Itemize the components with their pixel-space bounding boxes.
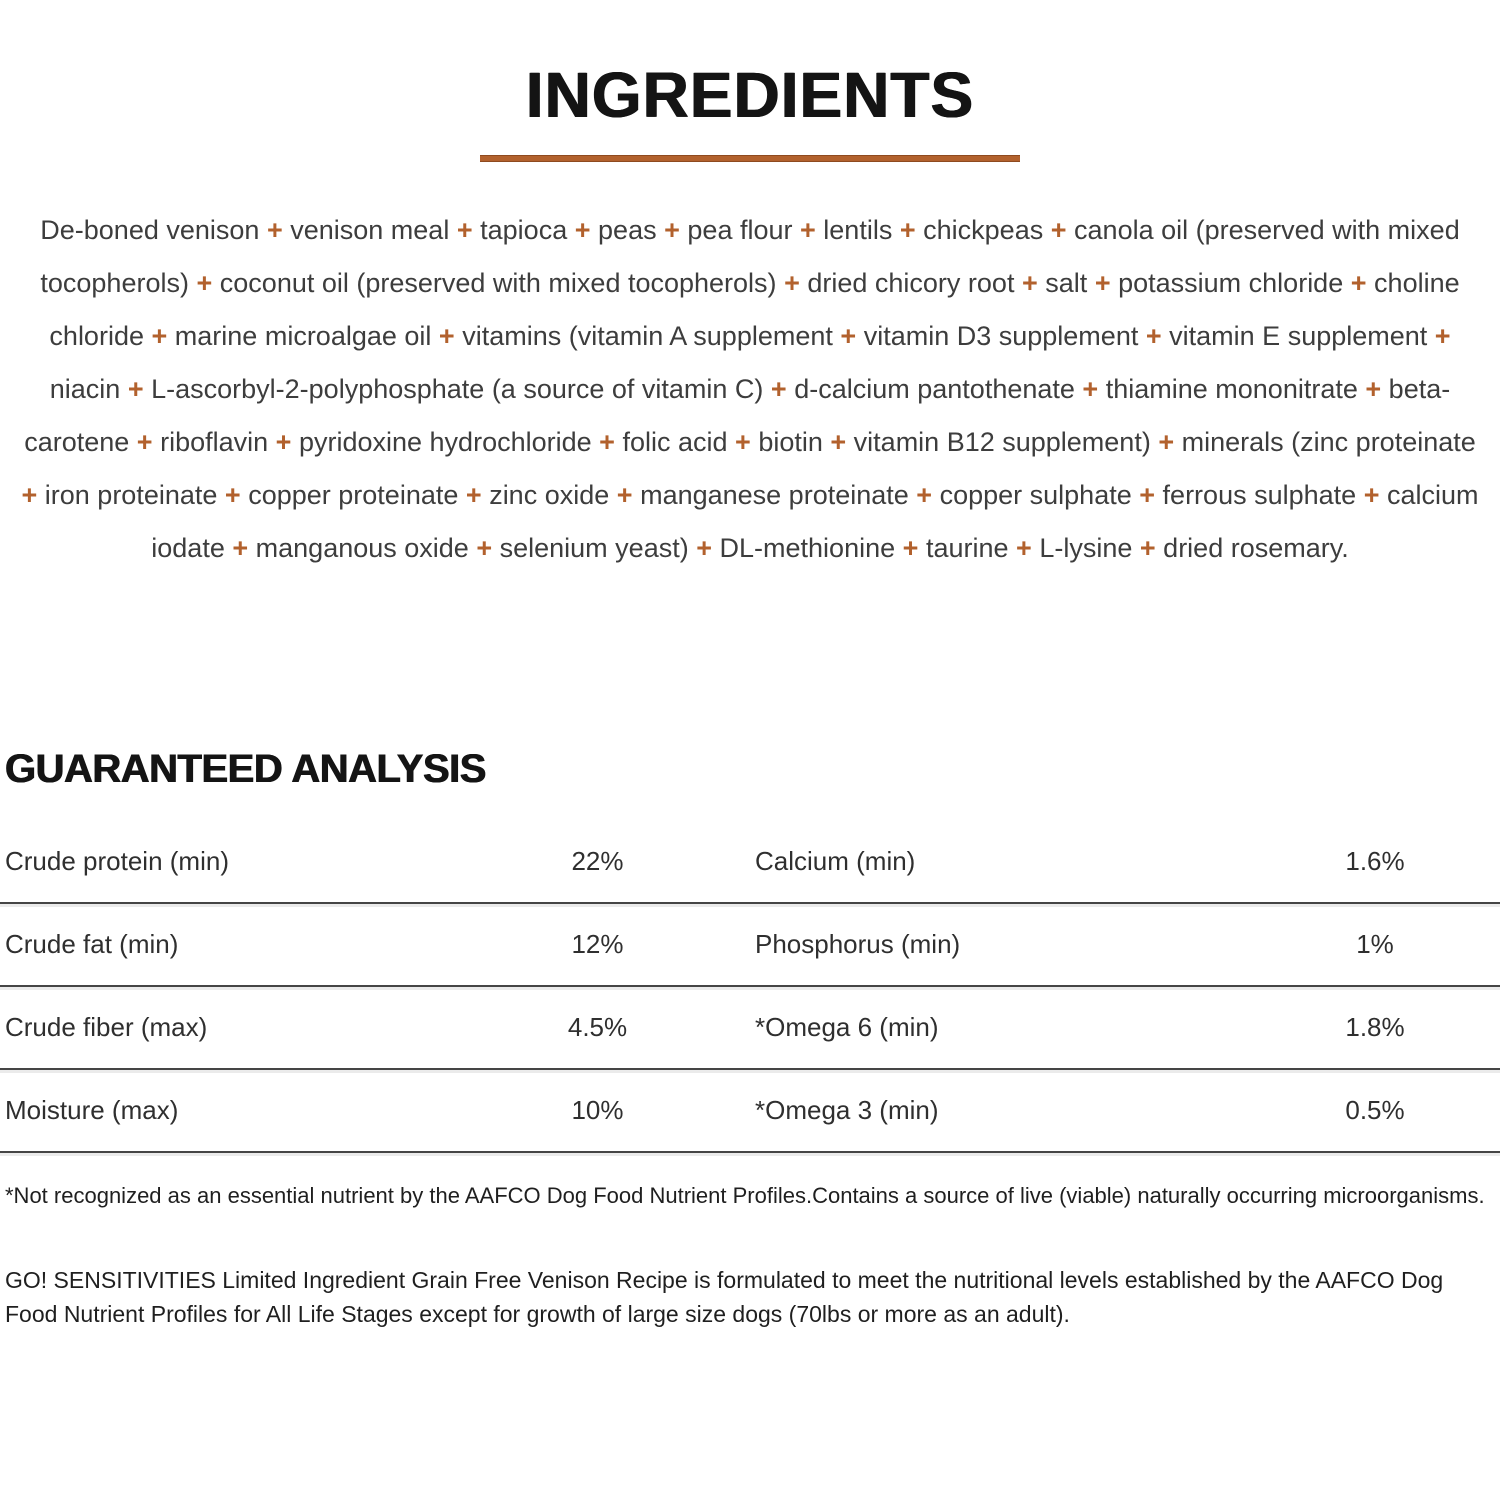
plus-separator-icon: +	[465, 480, 482, 510]
plus-separator-icon: +	[830, 427, 847, 457]
accent-underline	[480, 155, 1020, 162]
nutrient-label: Moisture (max)	[5, 1095, 179, 1125]
ingredient-item: thiamine mononitrate	[1105, 374, 1358, 404]
nutrient-value: 1.6%	[1345, 846, 1405, 876]
plus-separator-icon: +	[1145, 321, 1162, 351]
ingredient-item: riboflavin	[160, 427, 269, 457]
ingredient-item: iron proteinate	[44, 480, 218, 510]
plus-separator-icon: +	[1094, 268, 1111, 298]
plus-separator-icon: +	[456, 215, 473, 245]
nutrient-label: Crude fiber (max)	[5, 1012, 208, 1042]
formulation-statement: GO! SENSITIVITIES Limited Ingredient Grain Free Venison Recipe is formulated to meet the nutritional levels established by the AAFCO Dog Food Nutrient Profiles for All Life Stages except for growth of large size dogs (70lbs or more as an adult).	[5, 1267, 1444, 1327]
plus-separator-icon: +	[1434, 321, 1451, 351]
ingredient-item: folic acid	[622, 427, 728, 457]
plus-separator-icon: +	[916, 480, 933, 510]
plus-separator-icon: +	[800, 215, 816, 245]
plus-separator-icon: +	[784, 268, 800, 298]
nutrient-value: 10%	[571, 1095, 624, 1125]
plus-separator-icon: +	[136, 427, 153, 457]
ingredient-item: venison meal	[290, 215, 450, 245]
ingredient-item: dried rosemary.	[1163, 533, 1349, 563]
plus-separator-icon: +	[21, 480, 38, 510]
ingredients-title: INGREDIENTS	[525, 59, 975, 131]
ingredient-item: L-lysine	[1039, 533, 1133, 563]
ingredient-item: salt	[1045, 268, 1088, 298]
product-info-panel	[0, 59, 1500, 1500]
nutrient-value: 1%	[1356, 929, 1394, 959]
nutrient-label: Crude fat (min)	[5, 929, 179, 959]
plus-separator-icon: +	[1016, 533, 1032, 563]
ingredient-item: lentils	[823, 215, 893, 245]
plus-separator-icon: +	[664, 215, 680, 245]
plus-separator-icon: +	[438, 321, 455, 351]
plus-separator-icon: +	[735, 427, 751, 457]
nutrient-value: 1.8%	[1345, 1012, 1405, 1042]
nutrient-value: 22%	[571, 846, 624, 876]
ingredient-item: DL-methionine	[719, 533, 896, 563]
plus-separator-icon: +	[476, 533, 493, 563]
plus-separator-icon: +	[1158, 427, 1175, 457]
ingredient-item: vitamin E supplement	[1169, 321, 1428, 351]
plus-separator-icon: +	[1139, 480, 1156, 510]
ingredient-item: marine microalgae oil	[174, 321, 432, 351]
plus-separator-icon: +	[275, 427, 292, 457]
nutrient-value: 4.5%	[567, 1012, 628, 1042]
ingredient-item: chickpeas	[923, 215, 1044, 245]
plus-separator-icon: +	[902, 533, 919, 563]
guaranteed-analysis-title: GUARANTEED ANALYSIS	[5, 747, 486, 791]
ingredient-item: d-calcium pantothenate	[794, 374, 1075, 404]
plus-separator-icon: +	[1050, 215, 1067, 245]
ingredient-item: manganous oxide	[255, 533, 469, 563]
plus-separator-icon: +	[1021, 268, 1038, 298]
ingredient-item: calcium iodate	[151, 480, 1479, 563]
ingredient-item: vitamin D3 supplement	[863, 321, 1139, 351]
plus-separator-icon: +	[127, 374, 144, 404]
nutrient-label: *Omega 6 (min)	[755, 1012, 939, 1042]
nutrient-label: Phosphorus (min)	[755, 929, 961, 959]
ingredient-item: niacin	[49, 374, 121, 404]
nutrient-label: *Omega 3 (min)	[755, 1095, 939, 1125]
plus-separator-icon: +	[1082, 374, 1099, 404]
plus-separator-icon: +	[899, 215, 916, 245]
ingredient-item: tapioca	[480, 215, 568, 245]
ingredient-item: De-boned venison	[40, 215, 260, 245]
nutrient-value: 0.5%	[1345, 1095, 1405, 1125]
analysis-row	[0, 987, 1500, 1070]
plus-separator-icon: +	[151, 321, 168, 351]
ingredient-item: zinc oxide	[489, 480, 610, 510]
ingredient-item: choline chloride	[49, 268, 1460, 351]
plus-separator-icon: +	[599, 427, 615, 457]
ingredient-item: canola oil (preserved with mixed tocopherols)	[40, 215, 1460, 298]
ingredient-item: selenium yeast)	[499, 533, 689, 563]
aafco-footnote: *Not recognized as an essential nutrient by the AAFCO Dog Food Nutrient Profiles.Contains a source of live (viable) naturally occurring microorganisms.	[5, 1183, 1485, 1208]
plus-separator-icon: +	[1139, 533, 1156, 563]
ingredient-item: dried chicory root	[807, 268, 1015, 298]
ingredients-paragraph	[0, 204, 1500, 575]
ingredient-item: ferrous sulphate	[1162, 480, 1357, 510]
analysis-row	[0, 821, 1500, 904]
plus-separator-icon: +	[196, 268, 213, 298]
ingredient-item: copper proteinate	[248, 480, 459, 510]
ingredient-item: coconut oil (preserved with mixed tocopherols)	[219, 268, 777, 298]
analysis-row	[0, 904, 1500, 987]
nutrient-value: 12%	[571, 929, 624, 959]
ingredient-item: minerals (zinc proteinate	[1181, 427, 1476, 457]
ingredient-item: peas	[598, 215, 657, 245]
plus-separator-icon: +	[574, 215, 591, 245]
plus-separator-icon: +	[616, 480, 633, 510]
ingredient-item: vitamin B12 supplement)	[853, 427, 1151, 457]
ingredient-item: pyridoxine hydrochloride	[298, 427, 592, 457]
ingredient-item: manganese proteinate	[640, 480, 909, 510]
ingredient-item: copper sulphate	[939, 480, 1132, 510]
plus-separator-icon: +	[696, 533, 713, 563]
plus-separator-icon: +	[1350, 268, 1367, 298]
ingredient-item: taurine	[925, 533, 1009, 563]
ingredient-item: pea flour	[687, 215, 793, 245]
plus-separator-icon: +	[232, 533, 249, 563]
plus-separator-icon: +	[266, 215, 283, 245]
ingredient-item: biotin	[758, 427, 823, 457]
ingredient-item: beta-carotene	[24, 374, 1451, 457]
plus-separator-icon: +	[1365, 374, 1382, 404]
plus-separator-icon: +	[224, 480, 241, 510]
nutrient-label: Calcium (min)	[755, 846, 916, 876]
plus-separator-icon: +	[1363, 480, 1380, 510]
nutrient-label: Crude protein (min)	[5, 846, 229, 876]
plus-separator-icon: +	[840, 321, 857, 351]
ingredient-item: potassium chloride	[1118, 268, 1344, 298]
ingredient-item: vitamins (vitamin A supplement	[462, 321, 833, 351]
ingredient-item: L-ascorbyl-2-polyphosphate (a source of vitamin C)	[151, 374, 764, 404]
analysis-table	[0, 821, 1500, 1153]
analysis-row	[0, 1070, 1500, 1153]
plus-separator-icon: +	[770, 374, 787, 404]
